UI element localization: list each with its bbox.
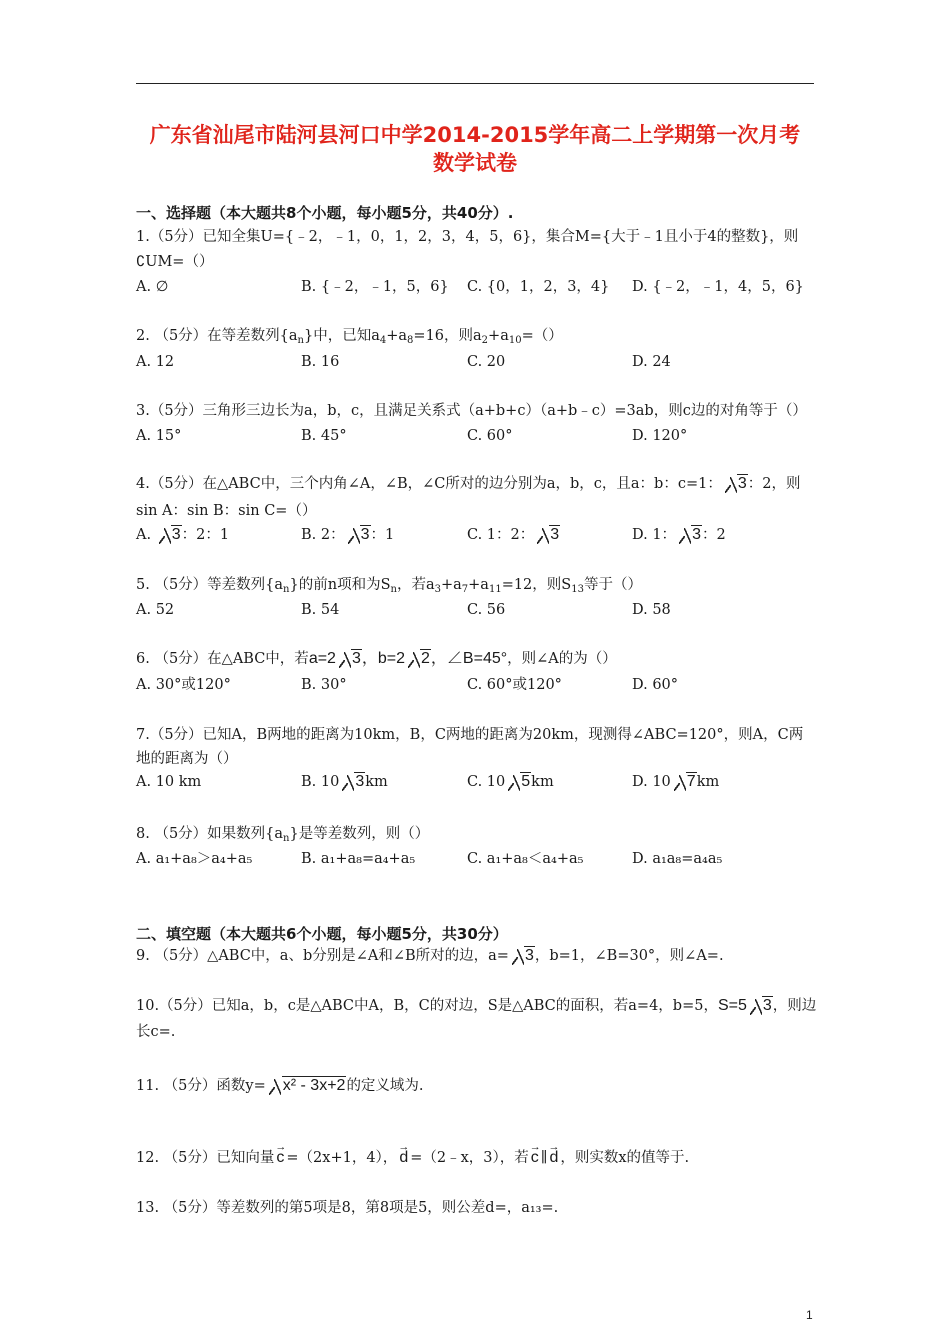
sqrt-symbol: 3 xyxy=(724,474,748,494)
page-subtitle: 数学试卷 xyxy=(433,151,517,175)
q1-option-d: D. {﹣2，﹣1，4，5，6} xyxy=(632,279,804,295)
q6-option-d: D. 60° xyxy=(632,677,679,693)
q5-option-a: A. 52 xyxy=(136,602,175,618)
q2-option-c: C. 20 xyxy=(467,354,506,370)
q5-option-d: D. 58 xyxy=(632,602,671,618)
q2-option-d: D. 24 xyxy=(632,354,671,370)
q3-option-d: D. 120° xyxy=(632,428,688,444)
q5-stem: 5. （5分）等差数列$\{a_n\}$的前n项和为$S_n$，若$a_3+a_7+a_{11}=12$，则$S_{13}$等于（） xyxy=(136,577,642,595)
q8-option-b: B. a₁+a₈=a₄+a₅ xyxy=(301,851,416,867)
vector-d: d → xyxy=(397,1148,410,1168)
q1-option-b: B. {﹣2，﹣1，5，6} xyxy=(301,279,449,295)
q7-option-a: A. 10 km xyxy=(136,774,202,790)
q3-option-b: B. 45° xyxy=(301,428,347,444)
page-title: 广东省汕尾市陆河县河口中学2014-2015学年高二上学期第一次月考 xyxy=(149,123,801,147)
header-rule xyxy=(136,83,814,84)
q6-option-a: A. 30°或120° xyxy=(136,677,231,693)
q3-option-c: C. 60° xyxy=(467,428,513,444)
q7-option-c: C. 10 5km xyxy=(467,773,554,790)
q6-option-b: B. 30° xyxy=(301,677,347,693)
q5-option-c: C. 56 xyxy=(467,602,506,618)
q10-stem-line1: 10.（5分）已知a，b，c是△ABC中A，B，C的对边，S是△ABC的面积，若a=4，b=5，S=5 3，则边 xyxy=(136,997,817,1014)
q5-option-b: B. 54 xyxy=(301,602,340,618)
q10-stem-line2: 长c=. xyxy=(136,1024,176,1040)
section-heading-choice: 一、选择题（本大题共8个小题，每小题5分，共40分）. xyxy=(136,204,514,222)
q1-option-c: C. {0，1，2，3，4} xyxy=(467,279,610,295)
q1-stem-line2: ∁UM=（） xyxy=(136,254,214,270)
q9-stem: 9. （5分）△ABC中，a、b分别是∠A和∠B所对的边，a= 3，b=1，∠B=30°，则∠A=. xyxy=(136,947,724,964)
q8-option-a: A. a₁+a₈＞a₄+a₅ xyxy=(136,851,253,867)
q2-stem: 2. （5分）在等差数列$\{a_n\}$中，已知$a_4+a_8=16$，则$a_2+a_{10}=()$ xyxy=(136,328,563,346)
q4-option-a: A. 3：2：1 xyxy=(136,526,230,543)
q2-option-a: A. 12 xyxy=(136,354,175,370)
q3-stem: 3.（5分）三角形三边长为a，b，c，且满足关系式（a+b+c）（a+b﹣c）=3ab，则c边的对角等于（） xyxy=(136,403,807,419)
q7-stem-line1: 7.（5分）已知A，B两地的距离为10km，B，C两地的距离为20km，现测得∠ABC=120°，则A，C两 xyxy=(136,727,804,743)
q1-option-a: A. ∅ xyxy=(136,279,169,295)
q1-stem-line1: 1.（5分）已知全集U={﹣2，﹣1，0，1，2，3，4，5，6}，集合M={大于﹣1且小于4的整数}，则 xyxy=(136,229,799,245)
q8-stem: 8. （5分）如果数列$\{a_n\}$是等差数列，则（） xyxy=(136,826,430,844)
q6-option-c: C. 60°或120° xyxy=(467,677,562,693)
vector-c: c → xyxy=(274,1148,286,1168)
q4-option-b: B. 2： 3：1 xyxy=(301,526,395,543)
q13-stem: 13. （5分）等差数列的第5项是8，第8项是5，则公差d=，a₁₃=. xyxy=(136,1200,559,1216)
q3-option-a: A. 15° xyxy=(136,428,182,444)
q4-option-d: D. 1： 3：2 xyxy=(632,526,726,543)
q7-option-b: B. 10 3km xyxy=(301,773,388,790)
q8-option-d: D. a₁a₈=a₄a₅ xyxy=(632,851,723,867)
q6-stem: 6. （5分）在△ABC中，若a=2 3，b=2 2，∠B=45°，则∠A的为（） xyxy=(136,650,617,667)
q4-stem-line1: 4.（5分）在△ABC中，三个内角∠A，∠B，∠C所对的边分别为a，b，c，且a：b：c=1： 3：2，则 xyxy=(136,475,801,492)
q7-stem-line2: 地的距离为（） xyxy=(136,751,238,767)
q2-option-b: B. 16 xyxy=(301,354,340,370)
q4-option-c: C. 1：2： 3 xyxy=(467,526,560,543)
q7-option-d: D. 10 7km xyxy=(632,773,720,790)
q4-stem-line2: sin A：sin B：sin C=（） xyxy=(136,503,317,519)
q12-stem: 12. （5分）已知向量 c → =（2x+1，4）， d → =（2﹣x，3），若 c → ∥ d → ，则实数x的值等于. xyxy=(136,1148,816,1168)
q11-stem: 11. （5分）函数y= x² - 3x+2的定义域为. xyxy=(136,1077,424,1094)
page-number: 1 xyxy=(806,1308,813,1322)
q8-option-c: C. a₁+a₈＜a₄+a₅ xyxy=(467,851,584,867)
section-heading-fill: 二、填空题（本大题共6个小题，每小题5分，共30分） xyxy=(136,925,508,943)
